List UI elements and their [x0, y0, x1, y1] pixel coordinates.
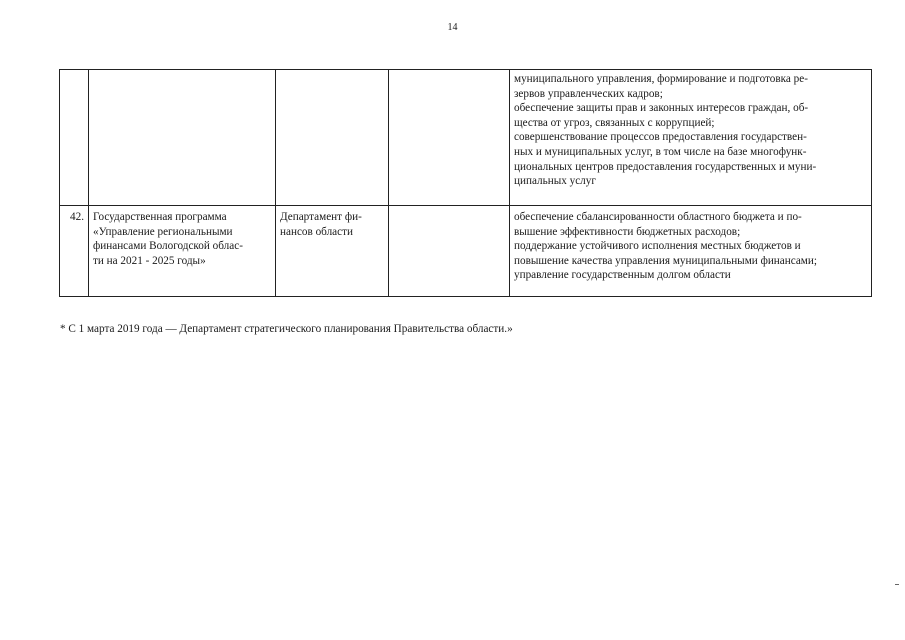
row-number-cell [60, 70, 89, 206]
program-name-cell: Государственная программа «Управление региональными финансами Вологодской облас- ти на 2021 - 2025 годы» [89, 206, 276, 297]
program-name-cell [89, 70, 276, 206]
footnote: * С 1 марта 2019 года — Департамент стратегического планирования Правительства области.» [60, 323, 513, 335]
goals-cell: муниципального управления, формирование и подготовка ре- зервов управленческих кадров; обеспечение защиты прав и законных интересов граждан, об- щества от угроз, связанных с коррупцией; совершенствование процессов предоставления государствен- ных и муниципальных услуг, в том числе на базе многофунк- циональных центров предоставления государственных и муни- ципальных услуг [510, 70, 872, 206]
executor-cell: Департамент фи- нансов области [276, 206, 389, 297]
row-number-cell: 42. [60, 206, 89, 297]
program-table [59, 69, 872, 297]
table-row [60, 70, 872, 206]
table-row [60, 206, 872, 297]
executor-cell [276, 70, 389, 206]
page-number: 14 [447, 22, 458, 33]
scan-mark [895, 584, 899, 585]
goals-cell: обеспечение сбалансированности областного бюджета и по- вышение эффективности бюджетных расходов; поддержание устойчивого исполнения местных бюджетов и повышение качества управления муниципальными финансами; управление государственным долгом области [510, 206, 872, 297]
empty-cell [389, 206, 510, 297]
empty-cell [389, 70, 510, 206]
